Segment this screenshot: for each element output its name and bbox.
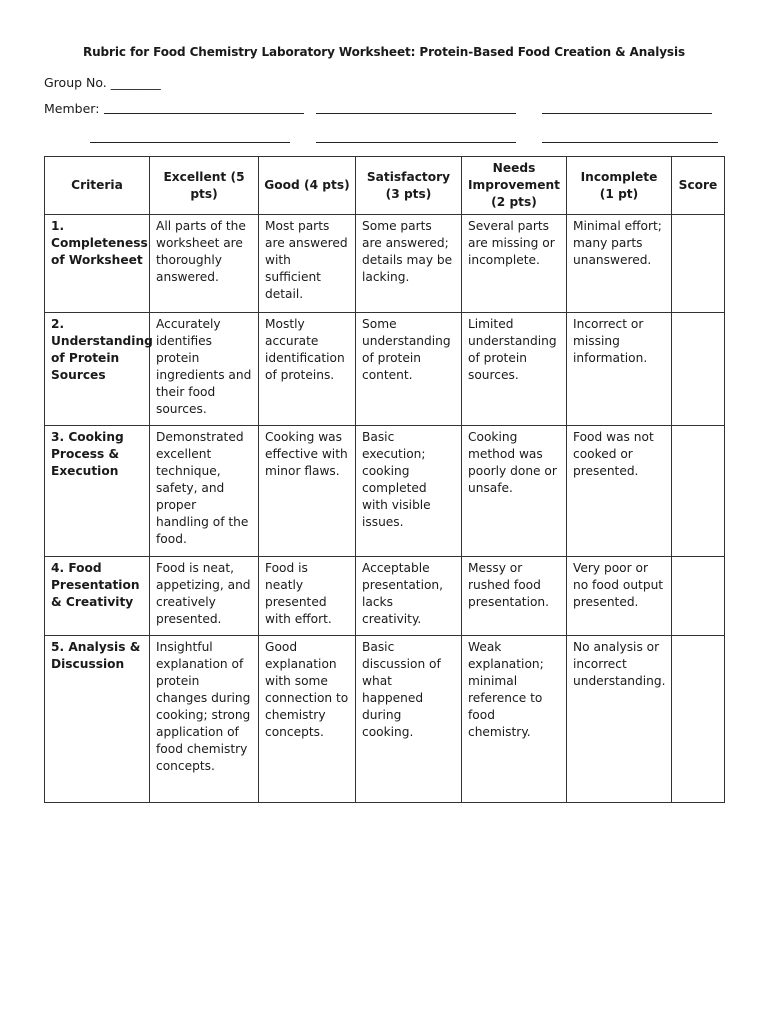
incomplete-cell: Minimal effort; many parts unanswered. [567,215,672,313]
incomplete-cell: Food was not cooked or presented. [567,426,672,557]
score-cell[interactable] [672,313,725,426]
good-cell: Most parts are answered with sufficient detail. [259,215,356,313]
member-label: Member: [44,101,100,116]
excellent-cell: Food is neat, appetizing, and creatively presented. [150,557,259,636]
good-cell: Cooking was effective with minor flaws. [259,426,356,557]
needs-improvement-cell: Limited understanding of protein sources. [462,313,567,426]
score-cell[interactable] [672,426,725,557]
group-number-field[interactable]: Group No. ________ [44,75,161,90]
needs-improvement-cell: Weak explanation; minimal reference to food chemistry. [462,636,567,803]
header-good: Good (4 pts) [259,157,356,215]
table-row [45,636,725,803]
member-blank-6[interactable] [542,142,718,143]
rubric-table [44,156,725,803]
header-score: Score [672,157,725,215]
criteria-cell: 4. Food Presentation & Creativity [45,557,150,636]
needs-improvement-cell: Several parts are missing or incomplete. [462,215,567,313]
header-excellent: Excellent (5 pts) [150,157,259,215]
member-blank-2[interactable] [316,113,516,114]
incomplete-cell: Very poor or no food output presented. [567,557,672,636]
member-blank-1[interactable] [104,113,304,114]
incomplete-cell: Incorrect or missing information. [567,313,672,426]
table-row [45,557,725,636]
table-row [45,313,725,426]
header-needs-improvement: Needs Improvement (2 pts) [462,157,567,215]
excellent-cell: All parts of the worksheet are thoroughly answered. [150,215,259,313]
excellent-cell: Insightful explanation of protein changes during cooking; strong application of food chemistry concepts. [150,636,259,803]
member-blank-5[interactable] [316,142,516,143]
header-satisfactory: Satisfactory (3 pts) [356,157,462,215]
header-incomplete: Incomplete (1 pt) [567,157,672,215]
member-blank-4[interactable] [90,142,290,143]
criteria-cell: 3. Cooking Process & Execution [45,426,150,557]
excellent-cell: Accurately identifies protein ingredients and their food sources. [150,313,259,426]
satisfactory-cell: Acceptable presentation, lacks creativity. [356,557,462,636]
excellent-cell: Demonstrated excellent technique, safety, and proper handling of the food. [150,426,259,557]
needs-improvement-cell: Messy or rushed food presentation. [462,557,567,636]
score-cell[interactable] [672,557,725,636]
good-cell: Good explanation with some connection to chemistry concepts. [259,636,356,803]
criteria-cell: 5. Analysis & Discussion [45,636,150,803]
score-cell[interactable] [672,636,725,803]
header-criteria: Criteria [45,157,150,215]
good-cell: Mostly accurate identification of proteins. [259,313,356,426]
satisfactory-cell: Basic execution; cooking completed with visible issues. [356,426,462,557]
member-blank-3[interactable] [542,113,712,114]
table-row [45,215,725,313]
needs-improvement-cell: Cooking method was poorly done or unsafe. [462,426,567,557]
incomplete-cell: No analysis or incorrect understanding. [567,636,672,803]
satisfactory-cell: Basic discussion of what happened during cooking. [356,636,462,803]
header-row [45,157,725,215]
good-cell: Food is neatly presented with effort. [259,557,356,636]
table-row [45,426,725,557]
criteria-cell: 1. Completeness of Worksheet [45,215,150,313]
satisfactory-cell: Some understanding of protein content. [356,313,462,426]
score-cell[interactable] [672,215,725,313]
satisfactory-cell: Some parts are answered; details may be lacking. [356,215,462,313]
criteria-cell: 2. Understanding of Protein Sources [45,313,150,426]
document-title: Rubric for Food Chemistry Laboratory Worksheet: Protein-Based Food Creation & Analysis [82,45,686,59]
